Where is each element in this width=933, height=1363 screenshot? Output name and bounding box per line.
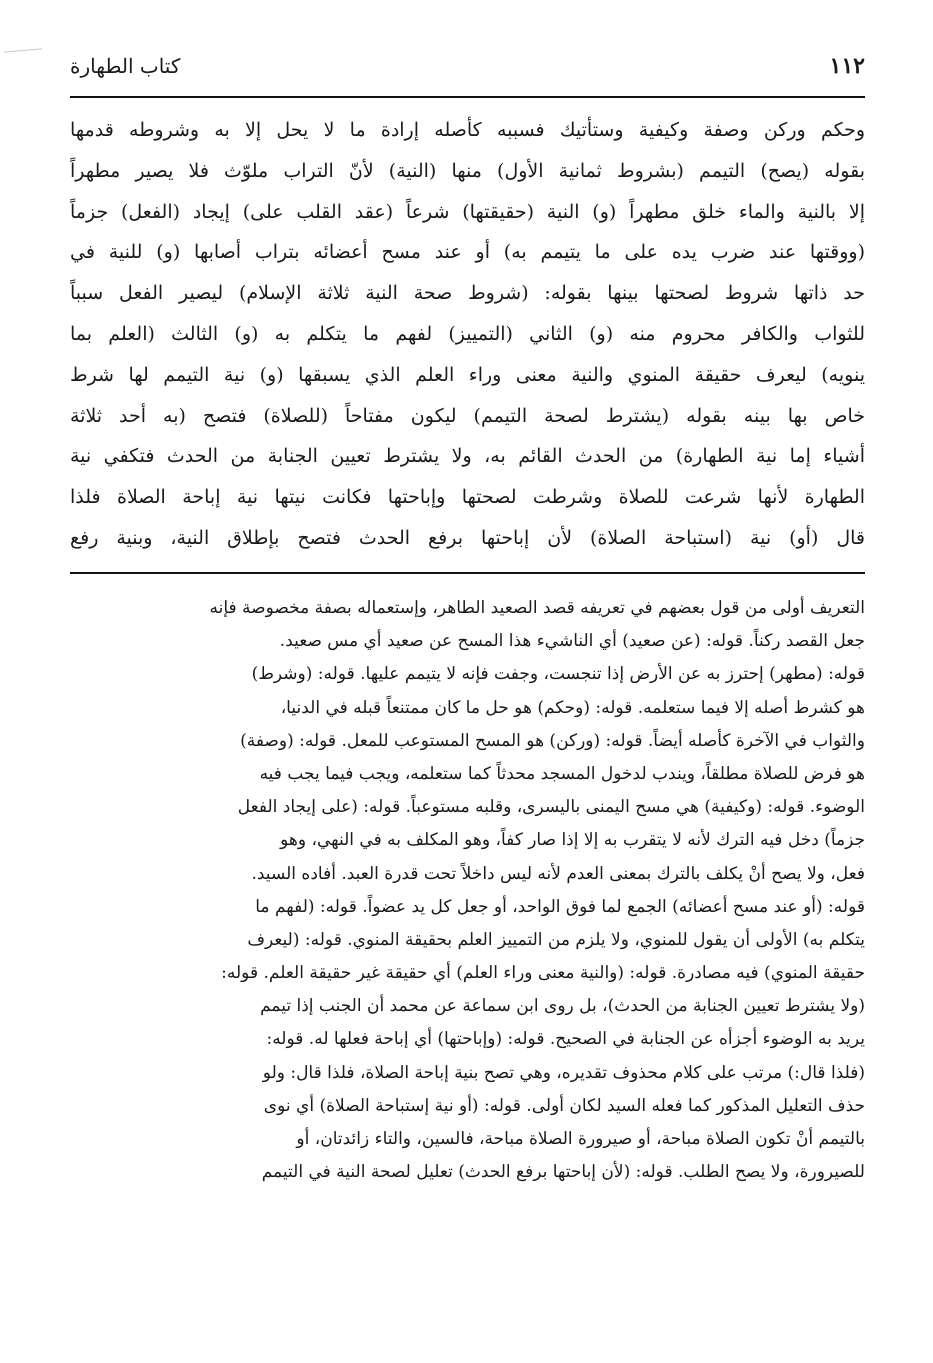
main-text-line: ينويه) ليعرف حقيقة المنوي والنية معنى وراء العلم الذي يسبقها (و) نية التيمم لها شرط: [70, 363, 865, 386]
commentary-line: للصيرورة، ولا يصح الطلب. قوله: (لأن إباحتها برفع الحدث) تعليل لصحة النية في التيمم: [261, 1162, 865, 1183]
commentary-line: هو كشرط أصله إلا فيما ستعلمه. قوله: (وحكم) هو حل ما كان ممتنعاً قبله في الدنيا،: [280, 697, 865, 718]
commentary-line: قوله: (مطهر) إحترز به عن الأرض إذا تنجست، وجفت فإنه لا يتيمم عليها. قوله: (وشرط): [251, 664, 865, 685]
main-text-line: أشياء إما نية الطهارة) من الحدث القائم به، ولا يشترط تعيين الجنابة من الحدث فتكفي نية: [70, 445, 865, 468]
header-rule: [70, 96, 865, 98]
commentary-line: هو فرض للصلاة مطلقاً، ويندب لدخول المسجد محدثاً كما ستعلمه، ويجب فيما يجب فيه: [259, 763, 865, 784]
page-number: ١١٢: [829, 53, 865, 79]
commentary-line: جعل القصد ركناً. قوله: (عن صعيد) أي الناشيء هذا المسح عن صعيد أي مس صعيد.: [279, 631, 865, 652]
main-text-line: قال (أو) نية (استباحة الصلاة) لأن إباحتها برفع الحدث فتصح بإطلاق النية، وبنية رفع: [70, 526, 865, 549]
main-text-line: (ووقتها عند ضرب يده على ما يتيمم به) أو عند مسح أعضائه بتراب أصابها (و) للنية في: [70, 241, 865, 264]
commentary-line: والثواب في الآخرة كأصله أيضاً. قوله: (وركن) هو المسح المستوعب للمعل. قوله: (وصفة): [240, 730, 865, 751]
commentary-line: جزماً) دخل فيه الترك لأنه لا يتقرب به إلا إذا صار كفاً، وهو المكلف به في النهي، وهو: [280, 830, 865, 851]
commentary-line: حقيقة المنوي) فيه مصادرة. قوله: (والنية معنى وراء العلم) أي حقيقة غير حقيقة العلم. قوله:: [221, 963, 865, 984]
commentary-line: الوضوء. قوله: (وكيفية) هي مسح اليمنى باليسرى، وقلبه مستوعباً. قوله: (على إيجاد الفعل: [237, 797, 865, 818]
commentary-line: (فلذا قال:) مرتب على كلام محذوف تقديره، وهي تصح بنية إباحة الصلاة، فلذا قال: ولو: [262, 1062, 865, 1083]
page-header: [70, 44, 865, 88]
commentary-line: بالتيمم أنْ تكون الصلاة مباحة، أو صيرورة الصلاة مباحة، فالسين، والتاء زائدتان، أو: [296, 1129, 865, 1149]
commentary-line: فعل، ولا يصح أنْ يكلف بالترك بمعنى العدم لأنه ليس داخلاً تحت قدرة العبد. أفاده السيد.: [251, 863, 865, 884]
commentary-line: قوله: (أو عند مسح أعضائه) الجمع لما فوق الواحد، أو جعل كل يد عضواً. قوله: (لفهم ما: [255, 896, 865, 917]
commentary-line: يريد به الوضوء أجزأه عن الجنابة في الصحيح. قوله: (وإباحتها) أي إباحة فعلها له. قوله:: [266, 1029, 865, 1050]
commentary-line: التعريف أولى من قول بعضهم في تعريفه قصد الصعيد الطاهر، وإستعماله بصفة مخصوصة فإنه: [209, 598, 865, 618]
commentary-block: [70, 592, 865, 1189]
main-text-block: [70, 110, 865, 559]
running-title: كتاب الطهارة: [70, 54, 181, 78]
commentary-line: يتكلم به) الأولى أن يقول للمنوي، ولا يلزم من التمييز العلم بحقيقة المنوي. قوله: (ليعرف: [247, 929, 865, 950]
main-text-line: خاص بها بينه بقوله (يشترط لصحة التيمم) ليكون مفتاحاً (للصلاة) فتصح (به أحد ثلاثة: [70, 404, 865, 427]
main-text-line: حد ذاتها شروط لصحتها بينها بقوله: (شروط صحة النية ثلاثة الإسلام) ليصير الفعل سبباً: [70, 282, 865, 305]
footnote-separator: [70, 572, 865, 574]
main-text-line: إلا بالنية والماء خلق مطهراً (و) النية (حقيقتها) شرعاً (عقد القلب على) إيجاد (الفعل) جزماً: [70, 200, 865, 223]
scan-edge-mark: [4, 48, 42, 52]
main-text-line: وحكم وركن وصفة وكيفية وستأتيك فسببه كأصله إرادة ما لا يحل إلا به وشروطه قدمها: [70, 119, 865, 141]
commentary-line: (ولا يشترط تعيين الجنابة من الحدث)، بل روى ابن سماعة عن محمد أن الجنب إذا تيمم: [260, 996, 865, 1017]
commentary-line: حذف التعليل المذكور كما فعله السيد لكان أولى. قوله: (أو نية إستباحة الصلاة) أي نوى: [263, 1095, 865, 1116]
main-text-line: بقوله (يصح) التيمم (بشروط ثمانية الأول) منها (النية) لأنّ التراب ملوّث فلا يصير مطهراً: [70, 159, 865, 182]
main-text-line: للثواب والكافر محروم منه (و) الثاني (التمييز) لفهم ما يتكلم به (و) الثالث (العلم بما: [70, 322, 865, 345]
main-text-line: الطهارة لأنها شرعت للصلاة وشرطت لصحتها وإباحتها فكانت نيتها نية إباحة الصلاة فلذا: [70, 486, 865, 509]
